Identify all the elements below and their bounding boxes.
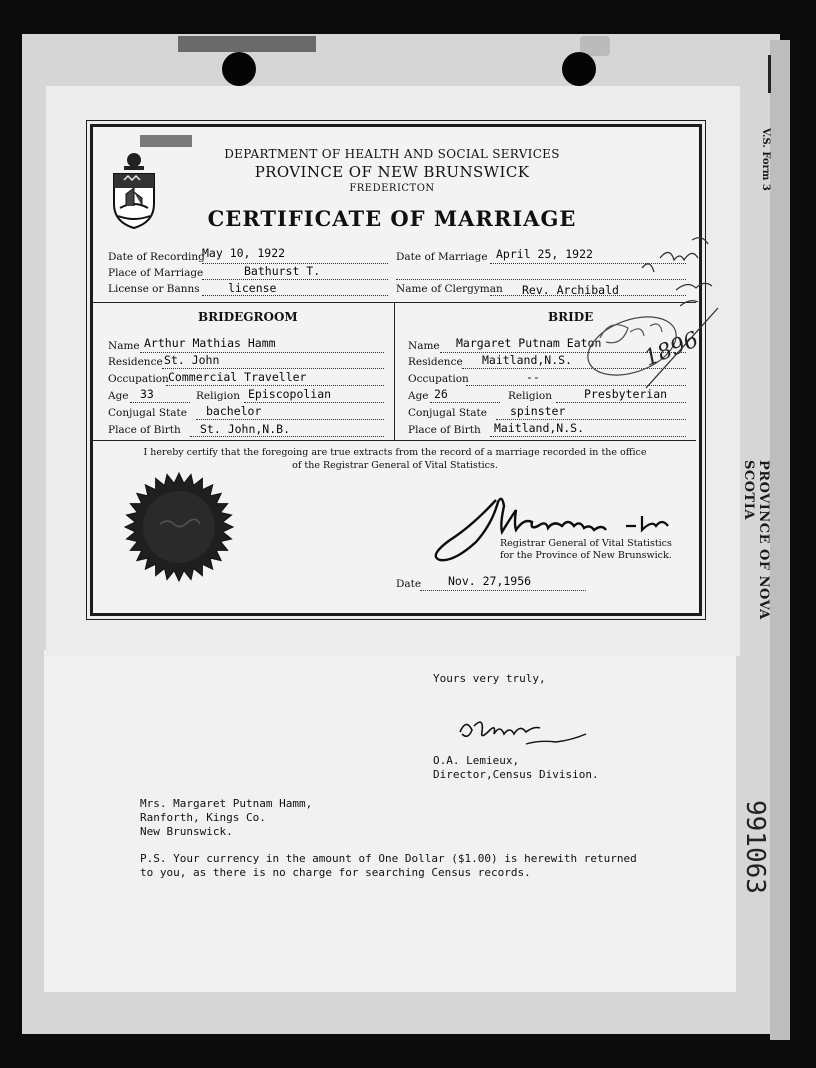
handwritten-margin-note [580,228,740,398]
bride-name: Margaret Putnam Eaton [456,336,602,350]
issue-date: Nov. 27,1956 [448,574,532,588]
document-number: 991063 [740,800,770,894]
field-line [162,368,384,369]
field-line [202,295,388,296]
punch-hole-right [562,52,596,86]
field-line [556,402,686,403]
punch-hole-left [222,52,256,86]
postscript-line: P.S. Your currency in the amount of One Dollar ($1.00) is herewith returned [140,852,637,865]
place-of-marriage: Bathurst T. [244,264,321,278]
bride-residence: Maitland,N.S. [482,353,573,367]
groom-conjugal-state: bachelor [206,404,262,418]
field-line [490,436,686,437]
groom-religion: Episcopolian [248,387,332,401]
column-divider [394,302,395,440]
certificate-title: CERTIFICATE OF MARRIAGE [207,206,577,231]
field-label: Name of Clergyman [396,283,503,295]
field-label: Date of Recording [108,251,205,263]
field-line [166,385,384,386]
field-label: Conjugal State [408,407,487,419]
groom-place-of-birth: St. John,N.B. [200,422,291,436]
clergyman-name: Rev. Archibald [522,283,619,297]
divider [92,440,696,441]
date-of-recording: May 10, 1922 [202,246,286,260]
field-label: Occupation [108,373,169,385]
addressee-line: Mrs. Margaret Putnam Hamm, [140,797,313,810]
field-label: Name [108,340,140,352]
certify-line: of the Registrar General of Vital Statistics. [292,460,498,471]
bride-occupation: -- [526,370,540,384]
bride-religion: Presbyterian [584,387,668,401]
date-of-marriage: April 25, 1922 [496,247,593,261]
field-label: Place of Birth [108,424,181,436]
field-line [430,402,500,403]
bride-place-of-birth: Maitland,N.S. [494,421,585,435]
field-label: Place of Birth [408,424,481,436]
field-label: License or Banns [108,283,200,295]
province-side-label: PROVINCE OF NOVA SCOTIA [741,460,771,620]
certification-statement [100,446,690,472]
signer-name: O.A. Lemieux, [433,754,520,767]
field-line [244,402,384,403]
director-signature [456,710,596,756]
bride-heading: BRIDE [548,310,594,324]
field-line [496,419,686,420]
field-label: Conjugal State [108,407,187,419]
field-line [190,436,384,437]
addressee-line: New Brunswick. [140,825,233,838]
registrar-line: Registrar General of Vital Statistics [500,538,672,549]
field-line [202,279,388,280]
department-heading: DEPARTMENT OF HEALTH AND SOCIAL SERVICES [224,147,560,161]
city-heading: FREDERICTON [349,183,435,194]
official-seal-icon [124,472,234,582]
form-number-label: V.S. Form 3 [760,128,771,191]
province-heading: PROVINCE OF NEW BRUNSWICK [254,163,530,181]
field-label: Age [108,390,129,402]
bridegroom-heading: BRIDEGROOM [198,310,298,324]
torn-strip [140,135,192,147]
groom-occupation: Commercial Traveller [168,370,307,384]
field-line [130,402,190,403]
field-line [420,590,586,591]
field-line [196,419,384,420]
field-label: Residence [108,356,163,368]
groom-name: Arthur Mathias Hamm [144,336,276,350]
margin-note-year: 1896 [640,327,703,372]
field-label: Date of Marriage [396,251,488,263]
certify-line: I hereby certify that the foregoing are true extracts from the record of a marriage recorded in the office [143,447,647,458]
letter-closing: Yours very truly, [433,672,546,685]
field-label: Age [408,390,429,402]
folder-edge [770,40,790,1040]
field-label: Residence [408,356,463,368]
license-or-banns: license [228,281,277,295]
groom-age: 33 [140,387,154,401]
field-label: Occupation [408,373,469,385]
field-label: Place of Marriage [108,267,204,279]
margin-tick [768,55,771,93]
addressee-line: Ranforth, Kings Co. [140,811,266,824]
date-label: Date [396,578,422,590]
field-label: Religion [508,390,552,402]
bride-age: 26 [434,387,448,401]
tape-strip [178,36,316,52]
signer-title: Director,Census Division. [433,768,599,781]
field-label: Name [408,340,440,352]
postscript-line: to you, as there is no charge for searching Census records. [140,866,531,879]
bride-conjugal-state: spinster [510,404,566,418]
groom-residence: St. John [164,353,220,367]
field-label: Religion [196,390,240,402]
registrar-line: for the Province of New Brunswick. [500,550,672,561]
registrar-caption [500,538,690,562]
coat-of-arms-icon [110,150,158,230]
